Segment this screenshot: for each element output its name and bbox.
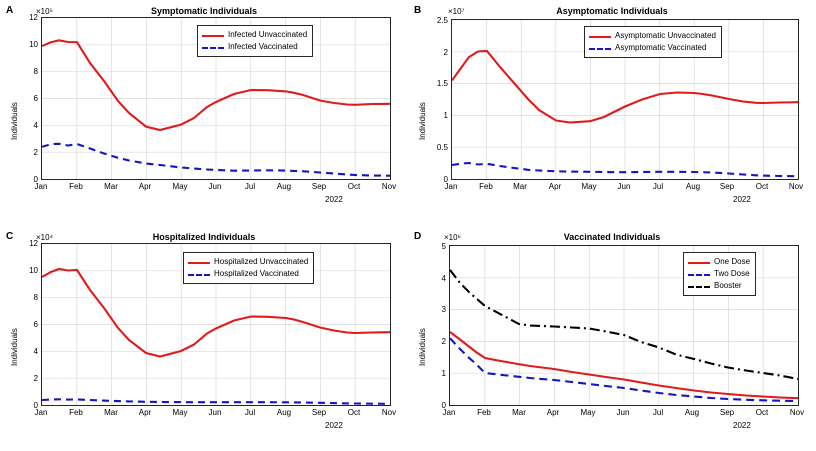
legend-item[interactable] bbox=[688, 256, 750, 268]
panel-a-xtick-6: Jul bbox=[244, 182, 256, 191]
legend-label: Asymptomatic Vaccinated bbox=[615, 43, 707, 52]
panel-c-title: Hospitalized Individuals bbox=[152, 232, 256, 242]
legend-item[interactable] bbox=[202, 29, 307, 41]
panel-a-xtick-7: Aug bbox=[276, 182, 292, 191]
panel-d-legend bbox=[683, 252, 756, 296]
panel-a-ytick-5: 10 bbox=[29, 40, 38, 49]
panel-b-letter: B bbox=[414, 5, 422, 16]
panel-c-xtick-6: Jul bbox=[244, 408, 256, 417]
panel-b-legend bbox=[584, 26, 722, 58]
panel-a-xtick-4: May bbox=[172, 182, 188, 191]
panel-d-xtick-10: Nov bbox=[789, 408, 805, 417]
panel-a-ylabel: Individuals bbox=[10, 102, 19, 140]
panel-a-xtick-3: Apr bbox=[138, 182, 152, 191]
panel-d-xtick-6: Jul bbox=[652, 408, 664, 417]
panel-a-letter: A bbox=[6, 5, 14, 16]
panel-b-ylabel: Individuals bbox=[418, 102, 427, 140]
line-solid-red-icon bbox=[688, 257, 710, 267]
panel-c-legend bbox=[183, 252, 314, 284]
line-solid-red-icon bbox=[589, 31, 611, 41]
panel-b-year-label: 2022 bbox=[733, 195, 751, 204]
panel-c-xtick-7: Aug bbox=[276, 408, 292, 417]
legend-item[interactable] bbox=[188, 256, 308, 268]
panel-c-ytick-4: 8 bbox=[33, 293, 38, 302]
legend-label: Booster bbox=[714, 281, 742, 290]
legend-item[interactable] bbox=[688, 268, 750, 280]
line-dashed-blue-icon bbox=[589, 43, 611, 53]
panel-d-ylabel: Individuals bbox=[418, 328, 427, 366]
legend-item[interactable] bbox=[688, 280, 750, 292]
panel-a-xtick-1: Feb bbox=[69, 182, 83, 191]
panel-d-ytick-3: 3 bbox=[441, 305, 446, 314]
panel-c bbox=[0, 226, 408, 451]
legend-item[interactable] bbox=[202, 41, 307, 53]
panel-c-ytick-6: 12 bbox=[29, 239, 38, 248]
legend-label: Two Dose bbox=[714, 269, 750, 278]
panel-b-title: Asymptomatic Individuals bbox=[556, 6, 668, 16]
panel-d-xtick-8: Sep bbox=[719, 408, 735, 417]
panel-d-ytick-2: 2 bbox=[441, 337, 446, 346]
panel-c-xtick-4: May bbox=[172, 408, 188, 417]
line-solid-red-icon bbox=[202, 30, 224, 40]
panel-b-ytick-1: 0.5 bbox=[436, 143, 448, 152]
legend-label: Hospitalized Unvaccinated bbox=[214, 257, 309, 266]
panel-b-xtick-9: Oct bbox=[755, 182, 769, 191]
legend-label: Hospitalized Vaccinated bbox=[214, 269, 299, 278]
panel-a-ytick-6: 12 bbox=[29, 13, 38, 22]
panel-d-xtick-3: Apr bbox=[546, 408, 560, 417]
panel-c-xtick-9: Oct bbox=[347, 408, 361, 417]
panel-b-ytick-4: 2 bbox=[443, 48, 448, 57]
panel-c-ytick-0: 0 bbox=[33, 401, 38, 410]
panel-c-ytick-5: 10 bbox=[29, 266, 38, 275]
panel-c-xtick-0: Jan bbox=[34, 408, 48, 417]
legend-label: Asymptomatic Unvaccinated bbox=[615, 31, 716, 40]
panel-d-exponent: ×10⁶ bbox=[444, 233, 461, 242]
legend-label: One Dose bbox=[714, 257, 751, 266]
panel-c-ytick-3: 6 bbox=[33, 320, 38, 329]
panel-b-xtick-7: Aug bbox=[685, 182, 701, 191]
panel-c-xtick-10: Nov bbox=[381, 408, 397, 417]
panel-b-xtick-1: Feb bbox=[479, 182, 493, 191]
panel-b-ytick-3: 1.5 bbox=[436, 79, 448, 88]
panel-a-legend bbox=[197, 25, 313, 57]
panel-a-ytick-2: 4 bbox=[33, 121, 38, 130]
panel-a-xtick-8: Sep bbox=[311, 182, 327, 191]
panel-d-xtick-7: Aug bbox=[684, 408, 700, 417]
panel-a-xtick-2: Mar bbox=[104, 182, 118, 191]
panel-d-ytick-5: 5 bbox=[441, 242, 446, 251]
panel-d-title: Vaccinated Individuals bbox=[563, 232, 661, 242]
legend-label: Infected Unvaccinated bbox=[228, 30, 308, 39]
panel-c-year-label: 2022 bbox=[325, 421, 343, 430]
panel-b-exponent: ×10⁷ bbox=[448, 7, 465, 16]
line-dashed-blue-icon bbox=[188, 269, 210, 279]
legend-item[interactable] bbox=[188, 268, 308, 280]
panel-a-ytick-0: 0 bbox=[33, 175, 38, 184]
panel-b-xtick-0: Jan bbox=[444, 182, 458, 191]
panel-d bbox=[408, 226, 816, 451]
panel-a-title: Symptomatic Individuals bbox=[150, 6, 258, 16]
panel-b-xtick-5: Jun bbox=[617, 182, 631, 191]
panel-a-ytick-3: 6 bbox=[33, 94, 38, 103]
panel-c-xtick-2: Mar bbox=[104, 408, 118, 417]
panel-a-year-label: 2022 bbox=[325, 195, 343, 204]
panel-b bbox=[408, 0, 816, 225]
panel-a-ytick-1: 2 bbox=[33, 148, 38, 157]
legend-item[interactable] bbox=[589, 30, 716, 42]
panel-d-xtick-2: Mar bbox=[512, 408, 526, 417]
panel-d-xtick-0: Jan bbox=[442, 408, 456, 417]
panel-b-xtick-3: Apr bbox=[548, 182, 562, 191]
panel-d-xtick-5: Jun bbox=[616, 408, 630, 417]
line-dashdot-black-icon bbox=[688, 281, 710, 291]
panel-b-xtick-4: May bbox=[581, 182, 597, 191]
panel-d-xtick-9: Oct bbox=[755, 408, 769, 417]
panel-a-xtick-9: Oct bbox=[347, 182, 361, 191]
panel-d-xtick-4: May bbox=[580, 408, 596, 417]
panel-a bbox=[0, 0, 408, 225]
legend-label: Infected Vaccinated bbox=[228, 42, 298, 51]
panel-c-xtick-3: Apr bbox=[138, 408, 152, 417]
panel-b-xtick-8: Sep bbox=[719, 182, 735, 191]
panel-a-xtick-10: Nov bbox=[381, 182, 397, 191]
panel-b-ytick-5: 2.5 bbox=[436, 16, 448, 25]
panel-c-letter: C bbox=[6, 231, 14, 242]
panel-d-xtick-1: Feb bbox=[477, 408, 491, 417]
panel-d-letter: D bbox=[414, 231, 422, 242]
panel-c-ylabel: Individuals bbox=[10, 328, 19, 366]
panel-a-exponent: ×10⁵ bbox=[36, 7, 53, 16]
panel-b-xtick-6: Jul bbox=[652, 182, 664, 191]
legend-item[interactable] bbox=[589, 42, 716, 54]
panel-c-xtick-8: Sep bbox=[311, 408, 327, 417]
panel-c-xtick-1: Feb bbox=[69, 408, 83, 417]
panel-d-ytick-0: 0 bbox=[441, 401, 446, 410]
panel-b-ytick-2: 1 bbox=[443, 111, 448, 120]
panel-d-year-label: 2022 bbox=[733, 421, 751, 430]
panel-c-ytick-2: 4 bbox=[33, 347, 38, 356]
line-dashed-blue-icon bbox=[202, 42, 224, 52]
panel-c-xtick-5: Jun bbox=[208, 408, 222, 417]
line-dashed-blue-icon bbox=[688, 269, 710, 279]
panel-b-xtick-2: Mar bbox=[513, 182, 527, 191]
panel-c-exponent: ×10⁴ bbox=[36, 233, 54, 242]
panel-a-xtick-0: Jan bbox=[34, 182, 48, 191]
panel-d-ytick-4: 4 bbox=[441, 274, 446, 283]
panel-b-xtick-10: Nov bbox=[788, 182, 804, 191]
panel-a-ytick-4: 8 bbox=[33, 67, 38, 76]
line-solid-red-icon bbox=[188, 257, 210, 267]
panel-a-xtick-5: Jun bbox=[208, 182, 222, 191]
panel-b-ytick-0: 0 bbox=[443, 175, 448, 184]
panel-c-ytick-1: 2 bbox=[33, 374, 38, 383]
panel-d-ytick-1: 1 bbox=[441, 369, 446, 378]
